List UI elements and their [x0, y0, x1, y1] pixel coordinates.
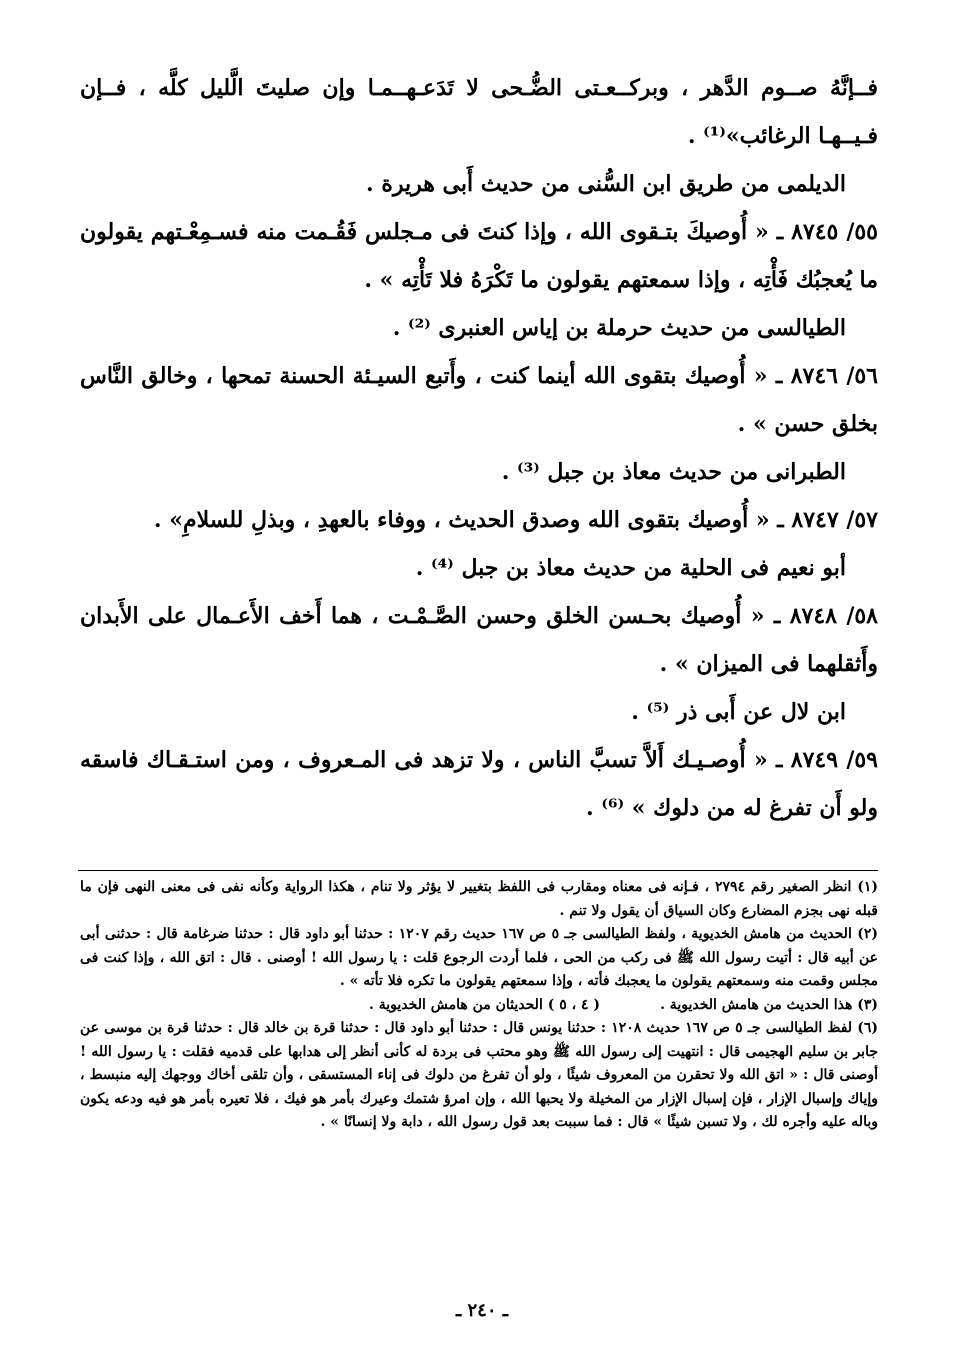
footnote-3: (٣) هذا الحديث من هامش الخديوية . [660, 996, 878, 1013]
source-line: الطيالسى من حديث حرملة بن إياس العنبرى ⁽²⁾ . [392, 315, 846, 341]
hadith-8749: ٥٩/ ٨٧٤٩ ـ « أُوصـيـك أَلاَّ تسبَّ الناس ، ولا تزهد فى المـعروف ، ومن استـقـاك فاسقه ولو أَن تفرغ له من دلوك » ⁽⁶⁾ . [80, 747, 878, 821]
main-text [80, 64, 878, 832]
footnotes [80, 876, 878, 1135]
footnote-3-5 [80, 994, 878, 1018]
hadith-8747: ٥٧/ ٨٧٤٧ ـ « أُوصيك بتقوى الله وصدق الحديث ، ووفاء بالعهدِ ، وبذلِ للسلامِ» . [153, 507, 878, 533]
footnote-6: (٦) لفظ الطيالسى جـ ٥ ص ١٦٧ حديث ١٢٠٨ : حدثنا يونس قال : حدثنا أبو داود قال : حدثنا قرة بن خالد قال : حدثنا قرة بن موسى عن جابر بن سليم الهجيمى قال : انتهيت إلى رسول الله ﷺ وهو محتب فى بردة له كأنى أنظر إلى هدابها على قدميه فقلت : يا رسول الله ! أوصنى قال : « اتق الله ولا تحقرن من المعروف شيئًا ، ولو أن تفرغ من دلوك فى إناء المستسقى ، وأن تلقى أخاك ووجهك إليه منبسط ، وإياك وإسبال الإزار ، فإن إسبال الإزار من المخيلة ولا يحبها الله ، وإن امرؤ شتمك وعيرك بأمر هو فيك ، فلا تعيره بأمر هو فيه ودعه يكون وباله عليه وأجره لك ، ولا تسبن شيئًا » قال : فما سببت بعد قول رسول الله ، دابة ولا إنسانًا » . [80, 1020, 878, 1130]
footnote-1: (١) انظر الصغير رقم ٢٧٩٤ ، فـإنه فى معناه ومقارب فى اللفظ بتغيير لا يؤثر ولا تنام ، هكذا الرواية وكأنه نفى فى معنى النهى فإن ما قبله نهى بجزم المضارع وكان السياق أن يقول ولا تنم . [80, 879, 878, 919]
footnote-divider [78, 870, 878, 871]
footnote-2: (٢) الحديث من هامش الخديوية ، ولفظ الطيالسى جـ ٥ ص ١٦٧ حديث رقم ١٢٠٧ : حدثنا أبو داود قال : حدثنا ضرغامة قال : حدثنى أبى عن أبيه قال : أتيت رسول الله ﷺ فى ركب من الحى ، فلما أردت الرجوع قلت : يا رسول الله ! أوصنى . قال : اتق الله ، وإذا كنت فى مجلس وقمت منه وسمعتهم يقولون ما يعجبك فأته ، وإذا سمعتهم يقولون ما تكره فلا تأته » . [80, 926, 879, 989]
source-line: الطبرانى من حديث معاذ بن جبل ⁽³⁾ . [501, 459, 846, 485]
page-number: ـ ٢٤٠ ـ [455, 1300, 509, 1321]
source-line: الديلمى من طريق ابن السُّنى من حديث أَبى هريرة . [366, 171, 846, 197]
hadith-8748: ٥٨/ ٨٧٤٨ ـ « أُوصيك بحـسن الخلق وحسن الصَّـمْـت ، هما أَخف الأَعـمال على الأَبدان وأَثقلهما فى الميزان » . [80, 603, 878, 677]
footnote-4-5: ( ٤ ، ٥ ) الحديثان من هامش الخديوية . [369, 996, 601, 1013]
source-line: أبو نعيم فى الحلية من حديث معاذ بن جبل ⁽⁴⁾ . [415, 555, 846, 581]
hadith-8745: ٥٥/ ٨٧٤٥ ـ « أُوصيكَ بتـقوى الله ، وإذا كنتَ فى مـجلس فَقُـمت منه فسـمِعْـتهم يقولون ما يُعجبُك فَأْتِه ، وإذا سمعتهم يقولون ما تَكْرَهُ فلا تَأْتِه » . [80, 219, 878, 293]
source-line: ابن لال عن أَبى ذر ⁽⁵⁾ . [631, 699, 846, 725]
hadith-8746: ٥٦/ ٨٧٤٦ ـ « أُوصيك بتقوى الله أينما كنت ، وأَتبع السيـئة الحسنة تمحها ، وخالق النَّاس بخلق حسن » . [80, 363, 878, 437]
hadith-continuation: فــإنَّهُ صــوم الدَّهر ، وبركــعـتى الضُّـحى لا تَدَعـهــمـا وإن صليتَ الَّليل كلَّه ، فــإن فـيــهـا الرغائب»⁽¹⁾ . [80, 75, 878, 149]
